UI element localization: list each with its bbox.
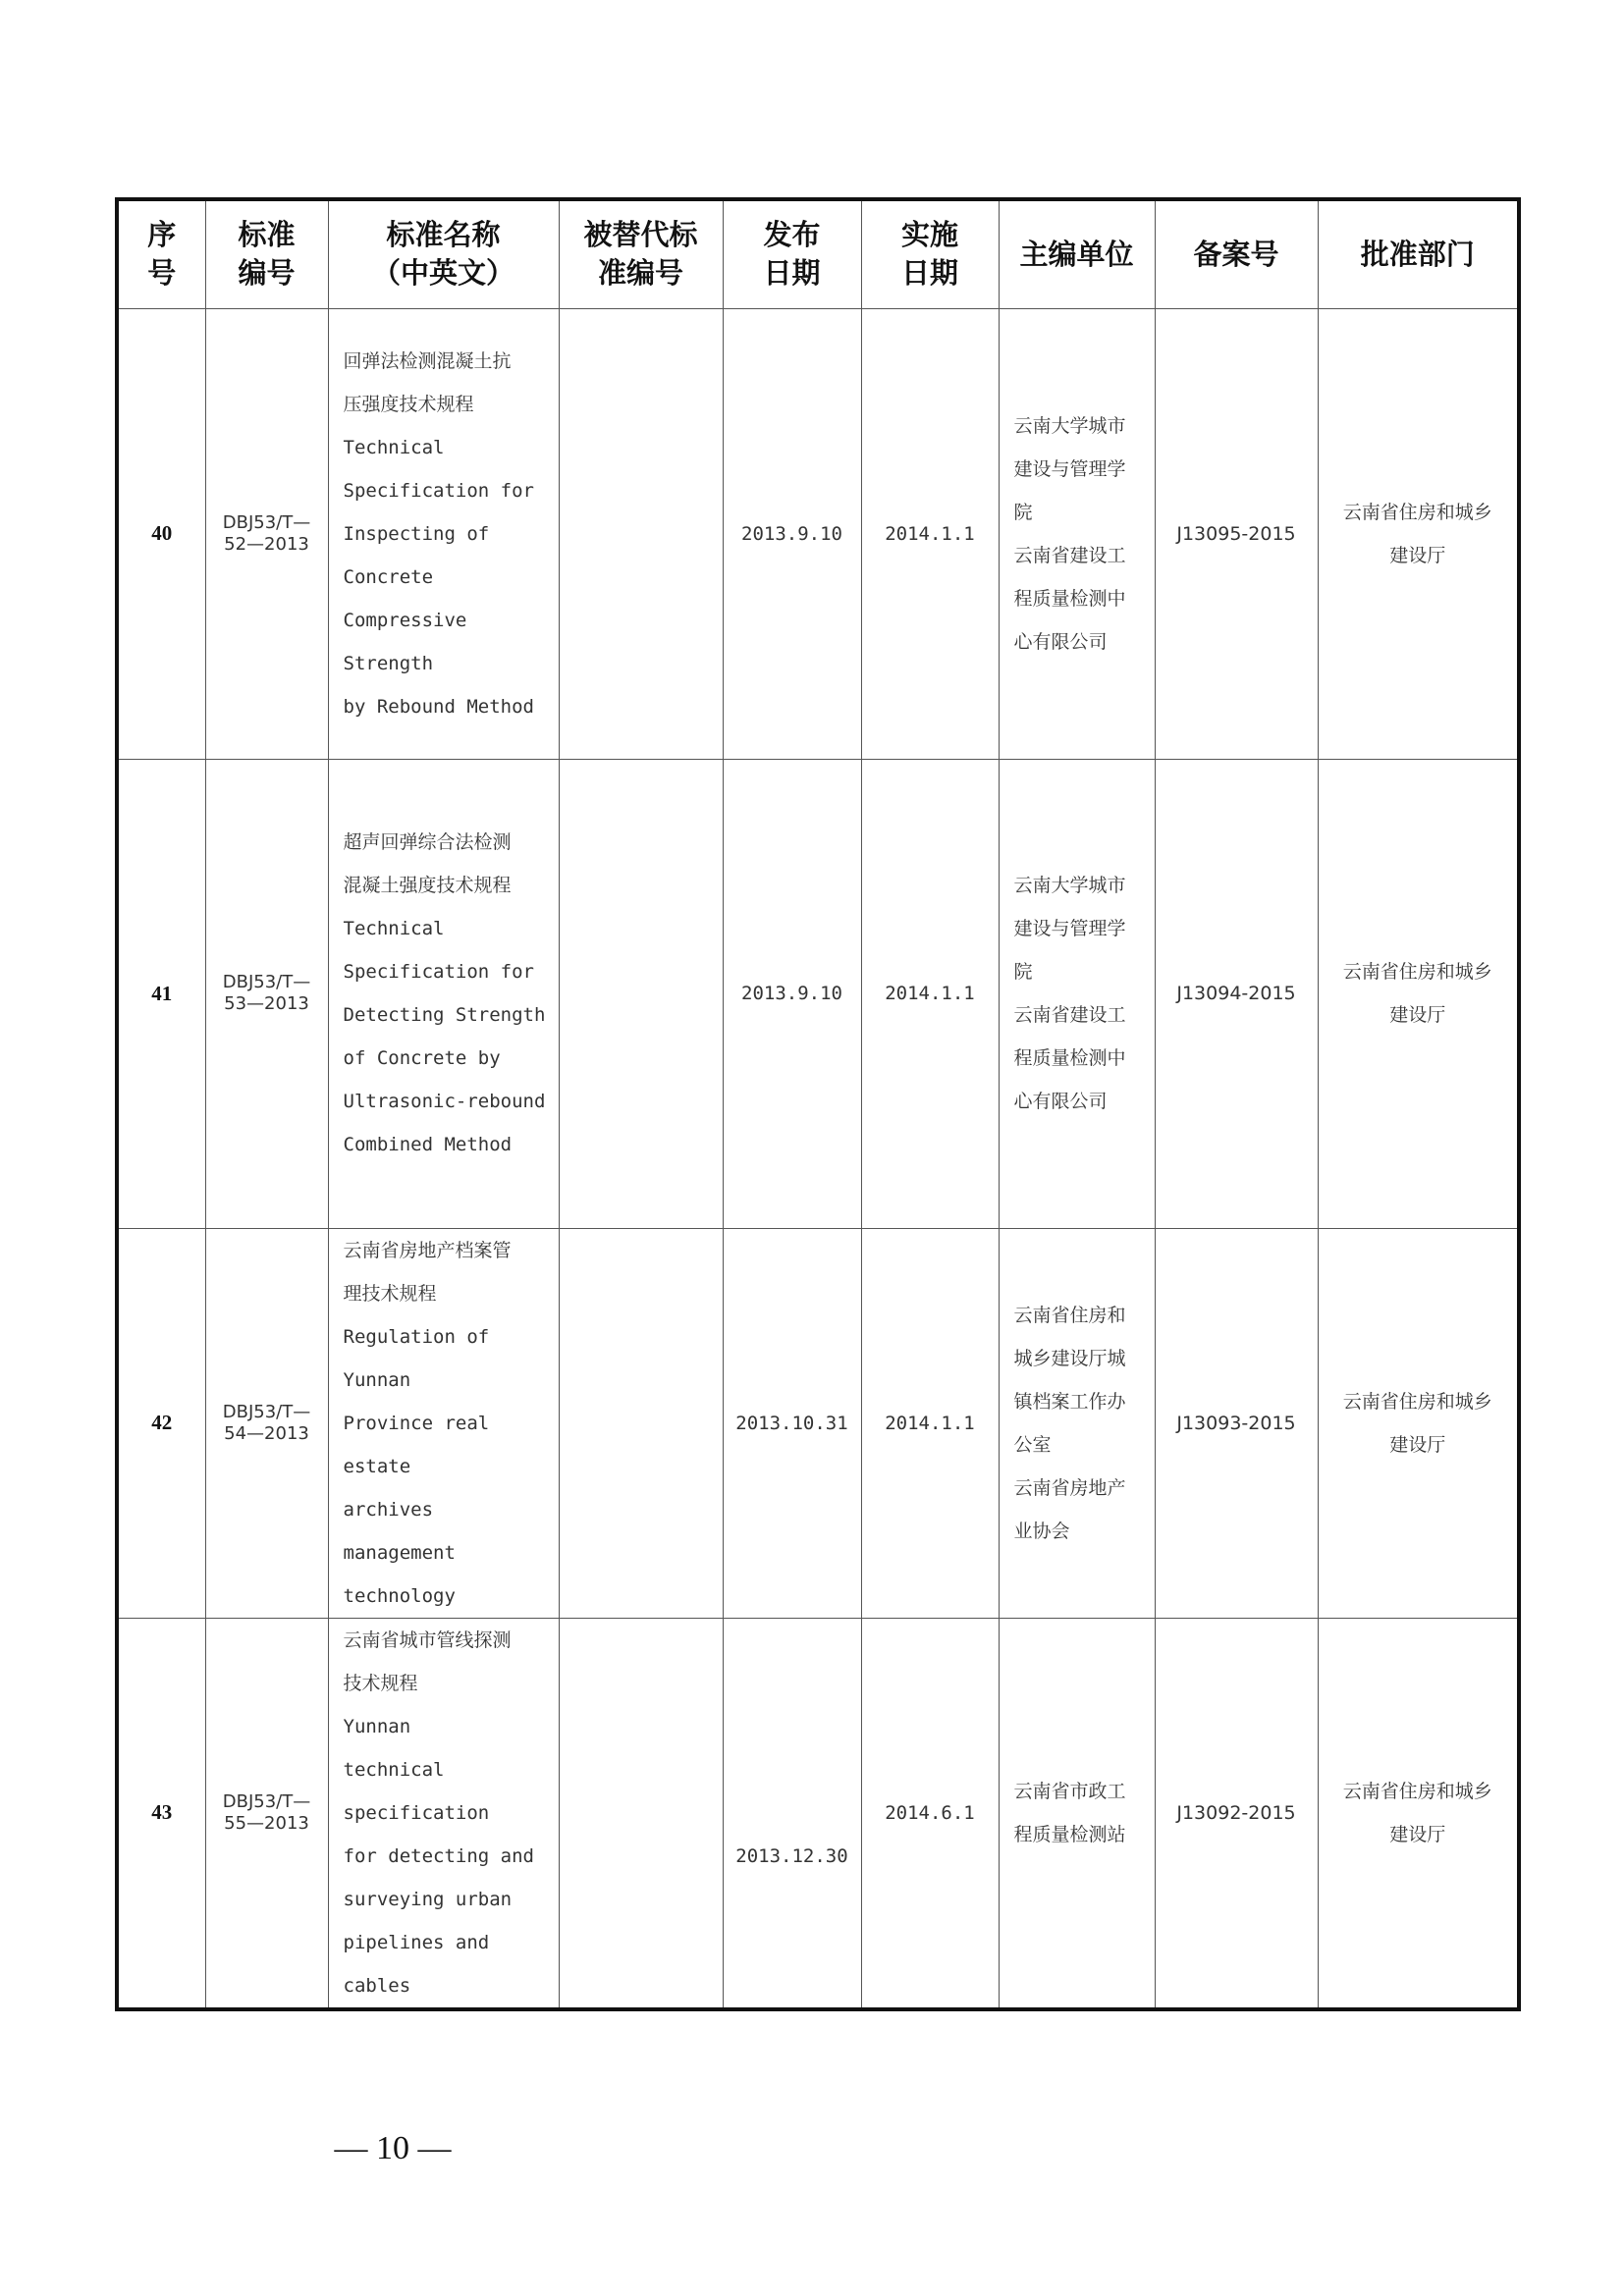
code-cell xyxy=(205,308,328,759)
pub-date: 2013.10.31 xyxy=(735,1412,848,1434)
header-org xyxy=(999,199,1155,308)
header-line: 标准名称 xyxy=(386,218,501,252)
org-line: 建设与管理学 xyxy=(1013,918,1126,939)
org-cell xyxy=(999,1618,1155,2009)
header-line: 序 xyxy=(147,218,177,252)
org-line: 云南省住房和 xyxy=(1013,1304,1126,1326)
header-line: 备案号 xyxy=(1193,237,1279,271)
code-line: 54—2013 xyxy=(224,1422,309,1444)
org-cell xyxy=(999,759,1155,1228)
header-line: 日期 xyxy=(763,256,821,291)
pub-date: 2013.9.10 xyxy=(741,983,842,1004)
dept-cell xyxy=(1318,1618,1519,2009)
pub-date-cell xyxy=(723,759,861,1228)
record-number: J13092-2015 xyxy=(1176,1801,1296,1824)
org-line: 程质量检测中 xyxy=(1013,1047,1126,1069)
impl-date: 2014.1.1 xyxy=(885,1412,975,1434)
org-line: 院 xyxy=(1013,961,1033,983)
org-line: 云南省建设工 xyxy=(1013,1004,1126,1026)
code-line: DBJ53/T— xyxy=(222,972,311,992)
seq-cell xyxy=(117,759,205,1228)
header-line: 被替代标 xyxy=(583,218,698,252)
code-line: DBJ53/T— xyxy=(222,511,311,533)
dept-line: 云南省住房和城乡 xyxy=(1342,961,1492,983)
header-impl-date xyxy=(861,199,999,308)
seq-cell xyxy=(117,308,205,759)
replaced-cell xyxy=(559,1618,723,2009)
org-line: 云南大学城市 xyxy=(1013,414,1126,437)
name-cell xyxy=(328,1228,559,1618)
header-line: 标准 xyxy=(238,218,296,252)
dept-cell xyxy=(1318,759,1519,1228)
record-number: J13095-2015 xyxy=(1176,522,1296,545)
org-line: 建设与管理学 xyxy=(1013,457,1126,480)
name-zh: 回弹法检测混凝土抗 压强度技术规程 xyxy=(343,349,512,415)
pub-date-cell xyxy=(723,1618,861,2009)
code-cell xyxy=(205,759,328,1228)
dept-line: 云南省住房和城乡 xyxy=(1342,501,1492,523)
impl-date: 2014.1.1 xyxy=(885,522,975,545)
table-row xyxy=(117,1618,1519,2009)
dept-line: 建设厅 xyxy=(1389,1823,1446,1845)
dept-line: 云南省住房和城乡 xyxy=(1342,1780,1492,1802)
record-number: J13094-2015 xyxy=(1176,983,1296,1004)
header-line: 发布 xyxy=(763,218,821,252)
header-name xyxy=(328,199,559,308)
record-cell xyxy=(1155,1618,1318,2009)
impl-date-cell xyxy=(861,1618,999,2009)
org-line: 业协会 xyxy=(1013,1520,1070,1542)
seq-cell xyxy=(117,1618,205,2009)
code-line: 52—2013 xyxy=(224,533,309,555)
seq-number: 40 xyxy=(151,521,173,545)
record-cell xyxy=(1155,308,1318,759)
seq-cell xyxy=(117,1228,205,1618)
impl-date: 2014.6.1 xyxy=(885,1801,975,1824)
header-line: （中英文） xyxy=(371,256,514,291)
record-cell xyxy=(1155,1228,1318,1618)
org-line: 云南大学城市 xyxy=(1013,875,1126,896)
code-line: 55—2013 xyxy=(224,1812,309,1834)
org-line: 镇档案工作办 xyxy=(1013,1390,1126,1413)
header-pub-date xyxy=(723,199,861,308)
standards-table xyxy=(115,197,1521,2011)
page-number: — 10 — xyxy=(334,2130,452,2166)
header-line: 日期 xyxy=(900,256,958,291)
header-line: 编号 xyxy=(238,256,296,291)
name-en: Yunnan technical specification for detecting and surveying urban pipelines and cables xyxy=(343,1715,534,1997)
code-cell xyxy=(205,1228,328,1618)
impl-date-cell xyxy=(861,1228,999,1618)
header-dept xyxy=(1318,199,1519,308)
header-seq xyxy=(117,199,205,308)
pub-date: 2013.12.30 xyxy=(735,1844,848,1867)
replaced-cell xyxy=(559,1228,723,1618)
name-cell xyxy=(328,1618,559,2009)
org-line: 院 xyxy=(1013,501,1033,523)
dept-line: 建设厅 xyxy=(1389,1433,1446,1456)
code-line: DBJ53/T— xyxy=(222,1790,311,1812)
record-cell xyxy=(1155,759,1318,1228)
pub-date-cell xyxy=(723,1228,861,1618)
dept-line: 建设厅 xyxy=(1389,544,1446,566)
org-line: 程质量检测中 xyxy=(1013,587,1126,610)
pub-date-cell xyxy=(723,308,861,759)
org-cell xyxy=(999,1228,1155,1618)
table-row xyxy=(117,759,1519,1228)
impl-date: 2014.1.1 xyxy=(885,983,975,1004)
header-replaced xyxy=(559,199,723,308)
name-en: Regulation of Yunnan Province real estate archives management technology xyxy=(343,1325,490,1607)
org-cell xyxy=(999,308,1155,759)
org-line: 城乡建设厅城 xyxy=(1013,1347,1126,1369)
dept-cell xyxy=(1318,308,1519,759)
header-line: 准编号 xyxy=(597,256,683,291)
pub-date: 2013.9.10 xyxy=(741,522,842,545)
replaced-cell xyxy=(559,759,723,1228)
org-line: 程质量检测站 xyxy=(1013,1823,1126,1845)
header-row xyxy=(117,199,1519,308)
name-zh: 云南省城市管线探测 技术规程 xyxy=(343,1629,512,1694)
name-en: Technical Specification for Inspecting of Concrete Compressive Strength by Rebound Method xyxy=(343,436,534,718)
name-cell xyxy=(328,308,559,759)
org-line: 云南省房地产 xyxy=(1013,1476,1126,1499)
impl-date-cell xyxy=(861,759,999,1228)
seq-number: 42 xyxy=(151,1411,173,1434)
replaced-cell xyxy=(559,308,723,759)
org-line: 云南省建设工 xyxy=(1013,544,1126,566)
org-line: 心有限公司 xyxy=(1013,630,1108,653)
name-zh: 超声回弹综合法检测 混凝土强度技术规程 xyxy=(343,831,512,896)
name-zh: 云南省房地产档案管 理技术规程 xyxy=(343,1239,512,1305)
table-row xyxy=(117,308,1519,759)
header-code xyxy=(205,199,328,308)
dept-line: 建设厅 xyxy=(1389,1004,1446,1026)
seq-number: 43 xyxy=(151,1800,173,1824)
dept-line: 云南省住房和城乡 xyxy=(1342,1390,1492,1413)
header-line: 批准部门 xyxy=(1360,237,1475,271)
header-line: 号 xyxy=(147,256,177,291)
header-line: 实施 xyxy=(900,218,958,252)
header-line: 主编单位 xyxy=(1019,237,1134,271)
impl-date-cell xyxy=(861,308,999,759)
header-record xyxy=(1155,199,1318,308)
record-number: J13093-2015 xyxy=(1176,1412,1296,1434)
org-line: 心有限公司 xyxy=(1013,1091,1108,1112)
org-line: 云南省市政工 xyxy=(1013,1780,1126,1802)
name-cell xyxy=(328,759,559,1228)
code-cell xyxy=(205,1618,328,2009)
code-line: 53—2013 xyxy=(224,993,309,1014)
code-line: DBJ53/T— xyxy=(222,1401,311,1422)
table-row xyxy=(117,1228,1519,1618)
seq-number: 41 xyxy=(151,981,173,1005)
name-en: Technical Specification for Detecting Strength of Concrete by Ultrasonic-rebound Combined Method xyxy=(343,918,546,1155)
org-line: 公室 xyxy=(1013,1433,1052,1456)
dept-cell xyxy=(1318,1228,1519,1618)
